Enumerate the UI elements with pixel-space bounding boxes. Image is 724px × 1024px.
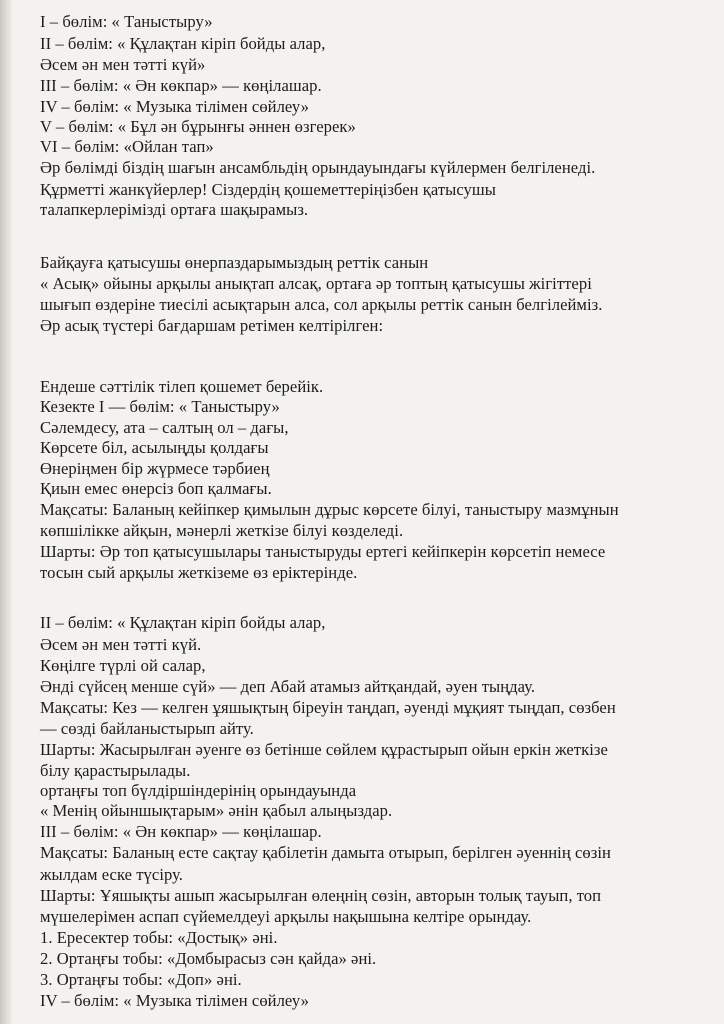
text-line: Шарты: Жасырылған әуенге өз бетінше сөйлем құрастырып ойын еркін жеткізе <box>40 740 608 759</box>
section-2-title: II – бөлім: « Құлақтан кіріп бойды алар, <box>40 34 326 53</box>
text-line: Әнді сүйсең менше сүй» — деп Абай атамыз айтқандай, әуен тыңдау. <box>40 677 536 696</box>
list-item: 1. Ересектер тобы: «Достық» әні. <box>40 928 278 947</box>
text-line: Мақсаты: Кез — келген ұяшықтың біреуін таңдап, әуенді мұқият тыңдап, сөзбен <box>40 698 616 717</box>
list-item: 3. Ортаңғы тобы: «Доп» әні. <box>40 970 242 989</box>
section-5-title: V – бөлім: « Бұл ән бұрынғы әннен өзгерек» <box>40 117 356 136</box>
text-line: Мақсаты: Баланың кейіпкер қимылын дұрыс көрсете білуі, таныстыру мазмұнын <box>40 500 619 519</box>
text-line: Әр бөлімді біздің шағын ансамбльдің орындауындағы күйлермен белгіленеді. <box>40 158 596 177</box>
poem-line: Өнеріңмен бір жүрмесе тәрбиең <box>40 459 270 478</box>
text-line: жылдам еске түсіру. <box>40 865 183 884</box>
text-line: Ендеше сәттілік тілеп қошемет берейік. <box>40 377 324 396</box>
list-item: 2. Ортаңғы тобы: «Домбырасыз сән қайда» әні. <box>40 949 377 968</box>
text-line: Байқауға қатысушы өнерпаздарымыздың реттік санын <box>40 253 429 272</box>
text-line: білу қарастырылады. <box>40 761 191 780</box>
text-line: Мақсаты: Баланың есте сақтау қабілетін дамыта отырып, берілген әуеннің сөзін <box>40 843 611 862</box>
section-3-heading: III – бөлім: « Ән көкпар» — көңілашар. <box>40 822 322 841</box>
text-line: ортаңғы топ бүлдіршіндерінің орындауында <box>40 781 357 800</box>
text-line: шығып өздеріне тиесілі асықтарын алса, сол арқылы реттік санын белгілейміз. <box>40 295 603 314</box>
text-line: — сөзді байланыстырып айту. <box>40 719 254 738</box>
text-line: Шарты: Әр топ қатысушылары таныстыруды ертегі кейіпкерін көрсетіп немесе <box>40 542 606 561</box>
poem-line: Көңілге түрлі ой салар, <box>40 656 206 675</box>
poem-line: Қиын емес өнерсіз боп қалмағы. <box>40 479 272 498</box>
text-line: Әсем ән мен тәтті күй» <box>40 55 206 74</box>
text-line: Құрметті жанкүйерлер! Сіздердің қошеметтеріңізбен қатысушы <box>40 180 496 199</box>
poem-line: Сәлемдесу, ата – салтың ол – дағы, <box>40 418 289 437</box>
poem-line: Көрсете біл, асылыңды қолдағы <box>40 438 269 457</box>
text-line: « Асық» ойыны арқылы анықтап алсақ, ортаға әр топтың қатысушы жігіттері <box>40 274 592 293</box>
text-line: « Менің ойыншықтарым» әнін қабыл алыңыздар. <box>40 801 393 820</box>
section-4-heading: IV – бөлім: « Музыка тілімен сөйлеу» <box>40 991 310 1010</box>
poem-line: Әсем ән мен тәтті күй. <box>40 635 202 654</box>
text-line: Әр асық түстері бағдаршам ретімен келтірілген: <box>40 316 384 335</box>
text-line: тосын сый арқылы жеткіземе өз еріктерінде. <box>40 563 358 582</box>
text-line: мүшелерімен аспап сүйемелдеуі арқылы нақышына келтіре орындау. <box>40 907 532 926</box>
text-line: көпшілікке айқын, мәнерлі жеткізе білуі көзделеді. <box>40 521 404 540</box>
text-line: Шарты: Ұяшықты ашып жасырылған өлеңнің сөзін, авторын толық тауып, топ <box>40 886 602 905</box>
section-4-title: IV – бөлім: « Музыка тілімен сөйлеу» <box>40 97 310 116</box>
section-2-heading: II – бөлім: « Құлақтан кіріп бойды алар, <box>40 613 326 632</box>
text-line: талапкерлерімізді ортаға шақырамыз. <box>40 200 309 219</box>
section-1-title: I – бөлім: « Таныстыру» <box>40 12 213 31</box>
text-line: Кезекте I — бөлім: « Таныстыру» <box>40 397 280 416</box>
section-3-title: III – бөлім: « Ән көкпар» — көңілашар. <box>40 76 322 95</box>
section-6-title: VI – бөлім: «Ойлан тап» <box>40 137 214 156</box>
